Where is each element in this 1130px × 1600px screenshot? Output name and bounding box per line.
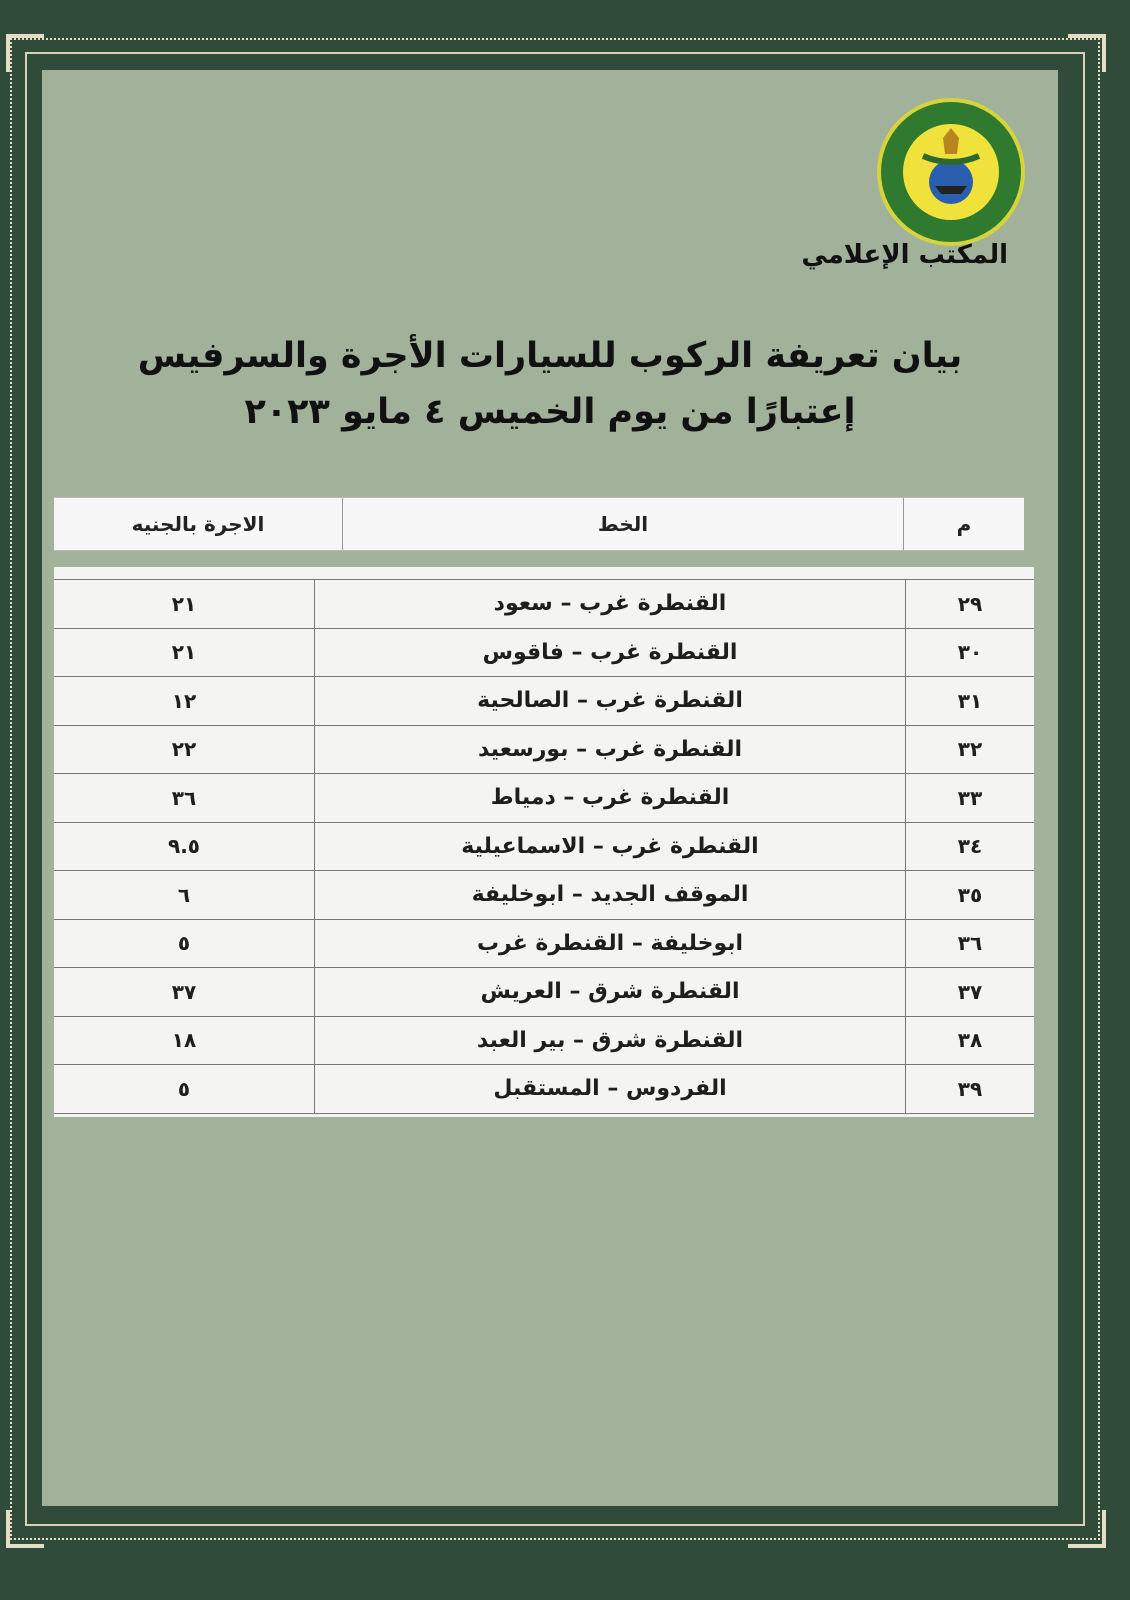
row-route: الموقف الجديد – ابوخليفة bbox=[314, 871, 905, 919]
title-line-2: إعتبارًا من يوم الخميس ٤ مايو ٢٠٢٣ bbox=[244, 392, 856, 432]
corner-ornament-bottom-right bbox=[1068, 1510, 1106, 1548]
ismailia-governorate-logo-icon bbox=[877, 98, 1025, 246]
row-number: ٣٧ bbox=[905, 968, 1034, 1016]
corner-ornament-bottom-left bbox=[6, 1510, 44, 1548]
table-row bbox=[54, 1065, 1034, 1114]
table-row bbox=[54, 920, 1034, 969]
row-fare: ٢١ bbox=[171, 591, 197, 616]
row-route: القنطرة غرب – بورسعيد bbox=[314, 726, 905, 774]
media-office-label: المكتب الإعلامي bbox=[801, 240, 1008, 270]
table-row bbox=[54, 823, 1034, 872]
row-fare: ٩.٥ bbox=[168, 834, 201, 859]
row-number: ٣٩ bbox=[905, 1065, 1034, 1113]
corner-ornament-top-left bbox=[6, 34, 44, 72]
row-number: ٣٣ bbox=[905, 774, 1034, 822]
table-row bbox=[54, 774, 1034, 823]
row-fare: ١٢ bbox=[171, 688, 197, 713]
title-line-1: بيان تعريفة الركوب للسيارات الأجرة والسرفيس bbox=[137, 336, 963, 376]
row-fare: ٥ bbox=[177, 931, 191, 956]
corner-ornament-top-right bbox=[1068, 34, 1106, 72]
row-route: القنطرة غرب – الصالحية bbox=[314, 677, 905, 725]
row-route: القنطرة غرب – الاسماعيلية bbox=[314, 823, 905, 871]
row-number: ٣٦ bbox=[905, 920, 1034, 968]
row-route: ابوخليفة – القنطرة غرب bbox=[314, 920, 905, 968]
table-row bbox=[54, 629, 1034, 678]
row-fare: ٥ bbox=[177, 1076, 191, 1101]
row-fare: ٢١ bbox=[171, 640, 197, 665]
row-number: ٣٨ bbox=[905, 1017, 1034, 1065]
row-route: القنطرة شرق – بير العبد bbox=[314, 1017, 905, 1065]
row-fare: ١٨ bbox=[171, 1028, 197, 1053]
document-panel bbox=[42, 70, 1058, 1506]
row-route: القنطرة غرب – سعود bbox=[314, 580, 905, 628]
row-route: القنطرة غرب – فاقوس bbox=[314, 629, 905, 677]
row-fare: ٣٦ bbox=[171, 785, 197, 810]
row-number: ٣٠ bbox=[905, 629, 1034, 677]
table-header bbox=[54, 497, 1024, 551]
table-row bbox=[54, 579, 1034, 629]
row-route: القنطرة غرب – دمياط bbox=[314, 774, 905, 822]
row-route: الفردوس – المستقبل bbox=[314, 1065, 905, 1113]
row-number: ٣٢ bbox=[905, 726, 1034, 774]
table-row bbox=[54, 871, 1034, 920]
row-fare: ٣٧ bbox=[171, 979, 197, 1004]
row-fare: ٢٢ bbox=[171, 737, 197, 762]
column-header-route: الخط bbox=[342, 498, 903, 550]
column-header-number: م bbox=[903, 498, 1024, 550]
row-number: ٢٩ bbox=[905, 580, 1034, 628]
table-row bbox=[54, 726, 1034, 775]
row-fare: ٦ bbox=[177, 882, 191, 907]
table-row bbox=[54, 968, 1034, 1017]
row-route: القنطرة شرق – العريش bbox=[314, 968, 905, 1016]
row-number: ٣٥ bbox=[905, 871, 1034, 919]
fare-table-body bbox=[54, 579, 1034, 1114]
fare-table bbox=[54, 567, 1034, 1117]
row-number: ٣٤ bbox=[905, 823, 1034, 871]
row-number: ٣١ bbox=[905, 677, 1034, 725]
page-title bbox=[42, 328, 1058, 440]
table-row bbox=[54, 677, 1034, 726]
column-header-fare: الاجرة بالجنيه bbox=[131, 512, 265, 536]
table-row bbox=[54, 1017, 1034, 1066]
